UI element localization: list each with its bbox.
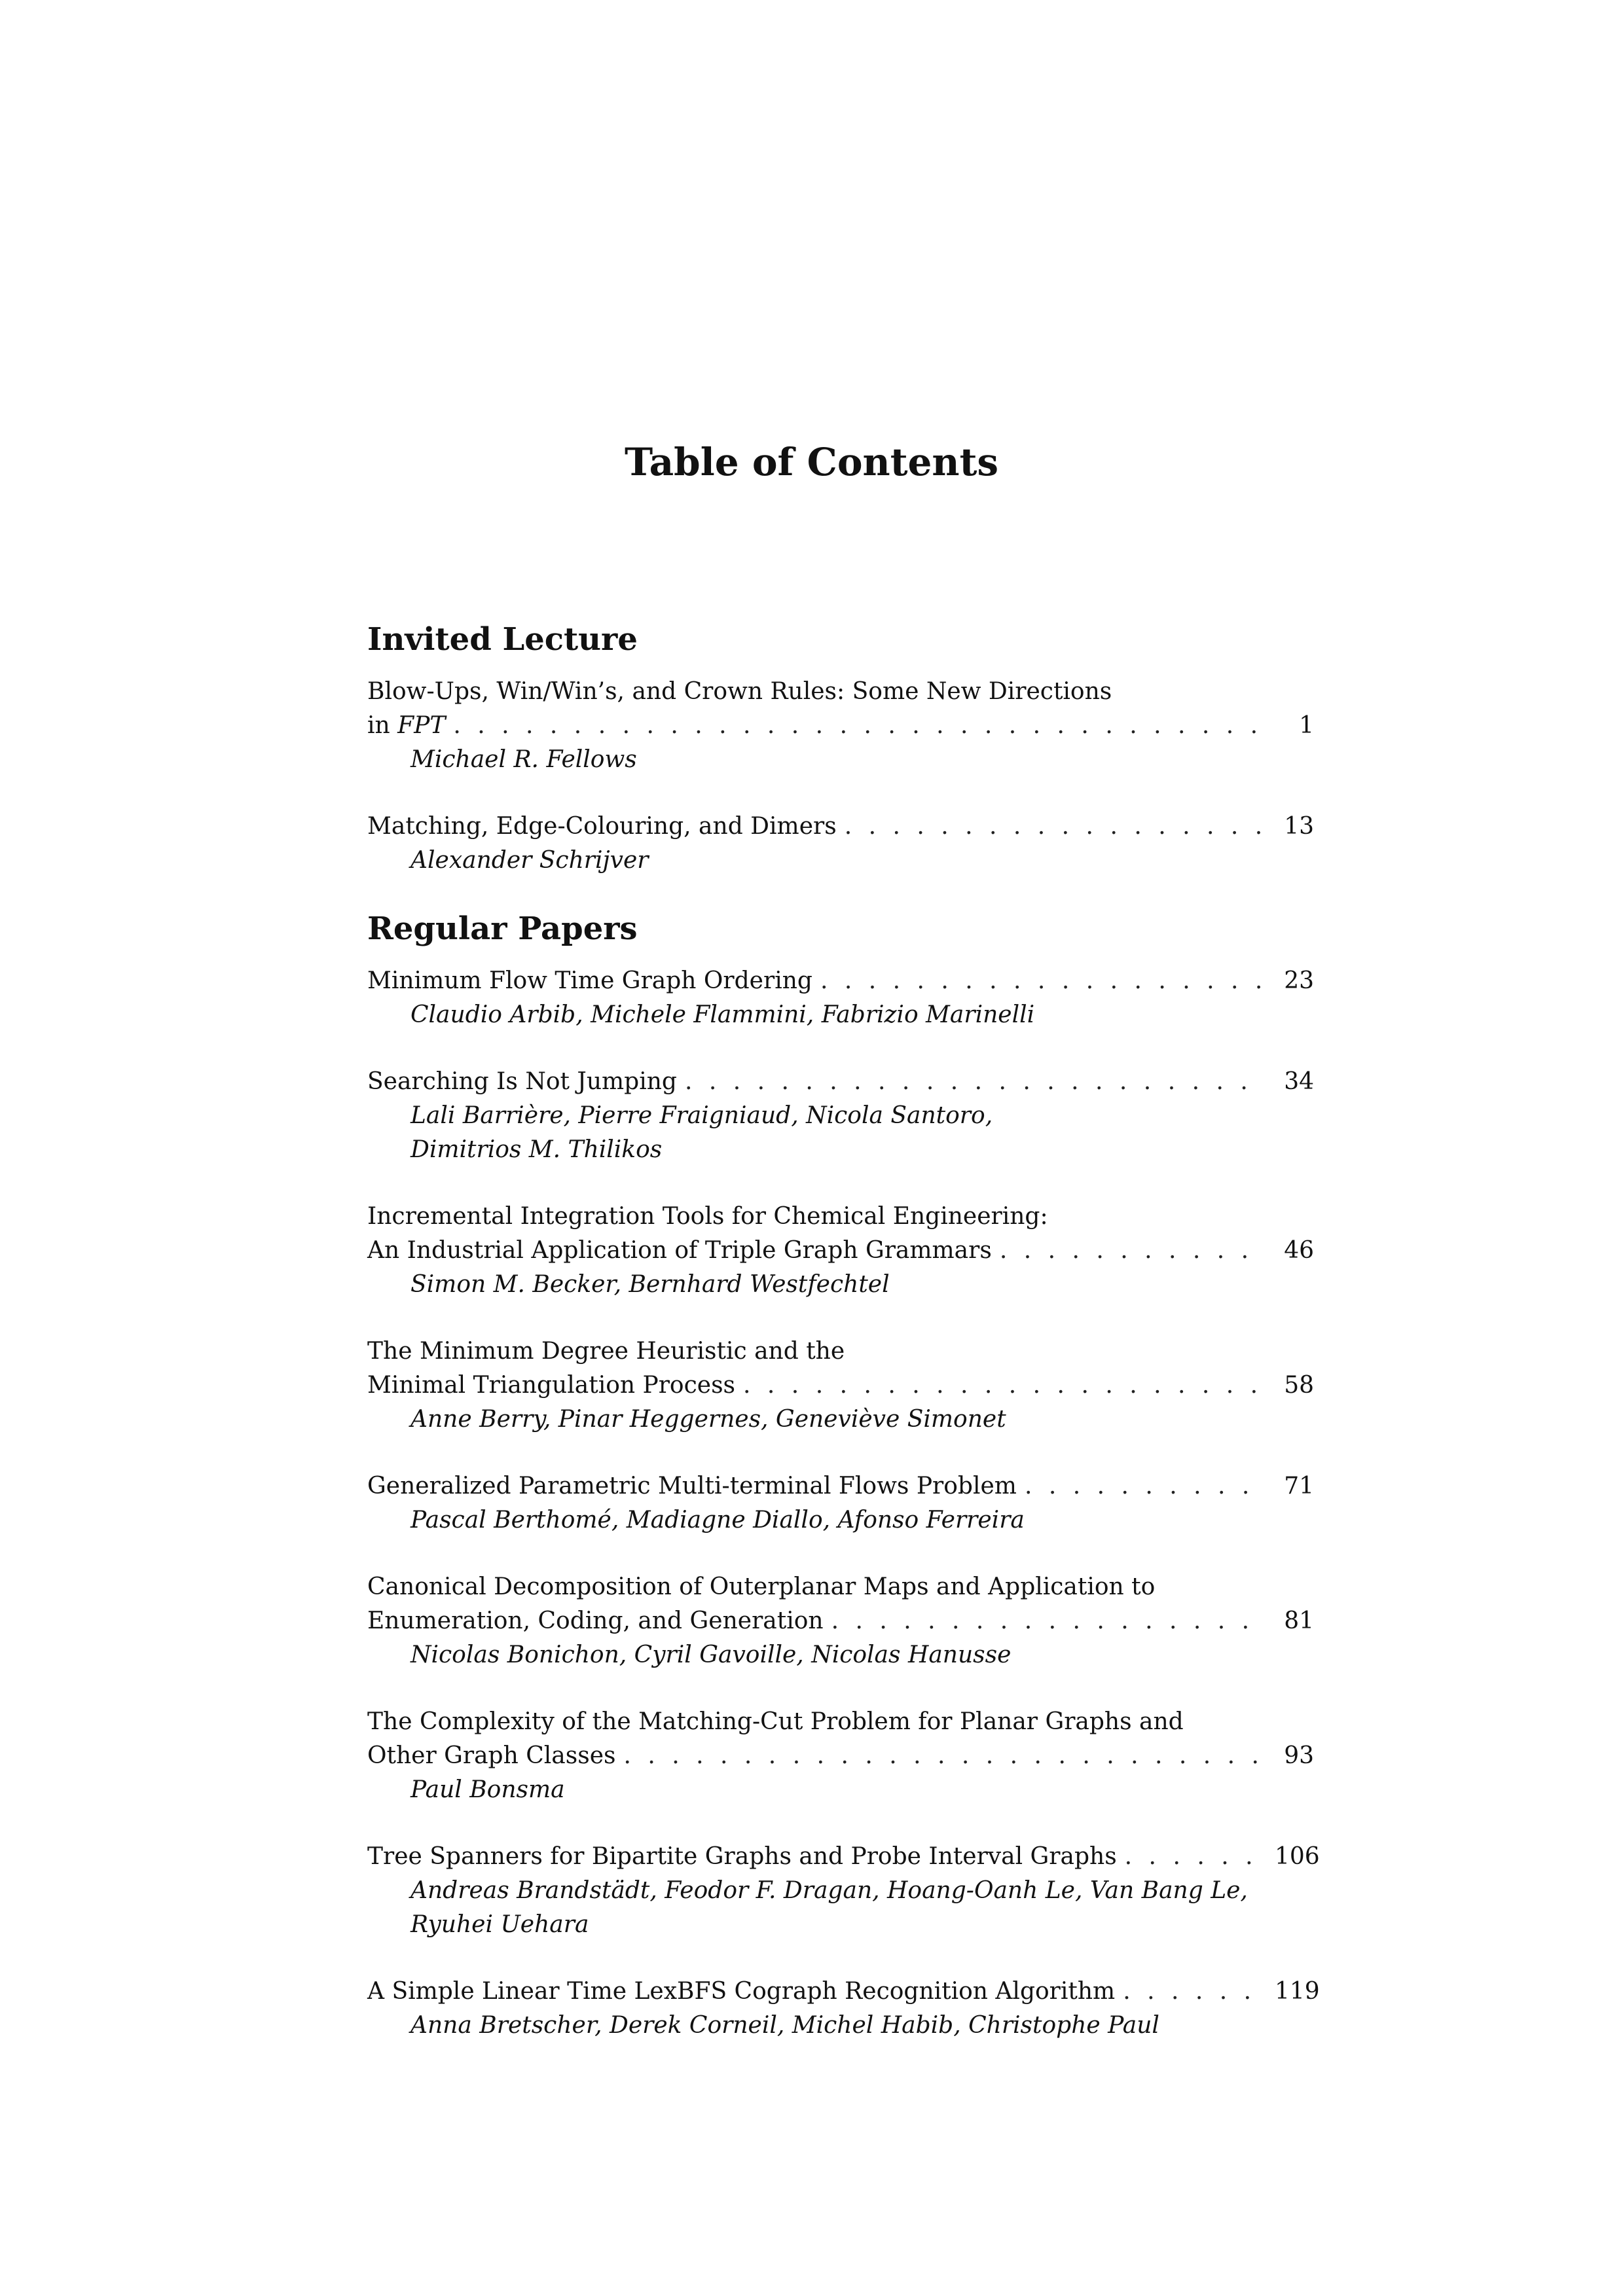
entry-title-last-line — [367, 709, 1314, 743]
entry-title-text: in FPT — [367, 712, 446, 739]
dot-leader — [1123, 1975, 1263, 2009]
dot-leader — [685, 1065, 1263, 1099]
author-line: Ryuhei Uehara — [410, 1911, 589, 1938]
author-line: Anne Berry, Pinar Heggernes, Geneviève Simonet — [410, 1406, 1006, 1433]
author-line: Claudio Arbib, Michele Flammini, Fabrizio Marinelli — [410, 1001, 1035, 1028]
entry-title-text: Other Graph Classes — [367, 1742, 616, 1769]
entry-title-last-line — [367, 1369, 1314, 1403]
entry-title-last-line — [367, 1065, 1314, 1099]
author-line: Michael R. Fellows — [410, 746, 637, 773]
page-number: 106 — [1275, 1843, 1320, 1870]
page-number: 81 — [1284, 1607, 1314, 1634]
author-line: Pascal Berthomé, Madiagne Diallo, Afonso Ferreira — [410, 1507, 1025, 1534]
entry-title-last-line — [367, 810, 1314, 844]
toc-entry[interactable] — [367, 1840, 1320, 1942]
entry-title-text: Tree Spanners for Bipartite Graphs and Probe Interval Graphs — [367, 1843, 1117, 1870]
toc-entry[interactable] — [367, 1335, 1314, 1437]
toc-entry[interactable] — [367, 1705, 1314, 1807]
page-number: 34 — [1284, 1068, 1314, 1095]
dot-leader — [831, 1604, 1263, 1638]
entry-title-line: The Minimum Degree Heuristic and the — [367, 1338, 845, 1365]
fpt-italic: FPT — [397, 712, 446, 739]
dot-leader — [623, 1739, 1263, 1773]
author-line: Anna Bretscher, Derek Corneil, Michel Habib, Christophe Paul — [410, 2012, 1159, 2039]
entry-title-last-line — [367, 1975, 1320, 2009]
entry-title-last-line — [367, 1469, 1314, 1503]
page-number: 1 — [1299, 712, 1314, 739]
page-number: 58 — [1284, 1372, 1314, 1399]
entry-title-text: A Simple Linear Time LexBFS Cograph Recognition Algorithm — [367, 1978, 1116, 2005]
entry-title-text: Searching Is Not Jumping — [367, 1068, 677, 1095]
page-number: 23 — [1284, 967, 1314, 994]
entry-title-last-line — [367, 1234, 1314, 1268]
entry-title-last-line — [367, 1840, 1320, 1874]
entry-authors — [367, 1773, 1314, 1807]
toc-entry[interactable] — [367, 1469, 1314, 1537]
dot-leader — [820, 964, 1263, 998]
entry-authors — [367, 1268, 1314, 1302]
page-number: 13 — [1284, 813, 1314, 840]
entry-authors — [367, 1403, 1314, 1437]
toc-entry[interactable] — [367, 810, 1314, 878]
toc-entry[interactable] — [367, 964, 1314, 1032]
author-line: Simon M. Becker, Bernhard Westfechtel — [410, 1271, 890, 1298]
entry-title-text: Minimal Triangulation Process — [367, 1372, 736, 1399]
entry-title-last-line — [367, 1604, 1314, 1638]
entry-title-text: Enumeration, Coding, and Generation — [367, 1607, 824, 1634]
table-of-contents — [367, 619, 1320, 2075]
entry-title-last-line — [367, 1739, 1314, 1773]
section-heading: Regular Papers — [367, 910, 638, 947]
entry-authors — [367, 1099, 1314, 1167]
dot-leader — [453, 709, 1263, 743]
section-heading: Invited Lecture — [367, 621, 638, 658]
entry-title-last-line — [367, 964, 1314, 998]
entry-authors — [367, 1874, 1314, 1942]
entry-title-text: Matching, Edge-Colouring, and Dimers — [367, 813, 837, 840]
entry-authors — [367, 743, 1314, 777]
author-line: Lali Barrière, Pierre Fraigniaud, Nicola Santoro, — [410, 1102, 993, 1129]
dot-leader — [845, 810, 1263, 844]
entry-title-line: Canonical Decomposition of Outerplanar Maps and Application to — [367, 1573, 1156, 1600]
dot-leader — [743, 1369, 1263, 1403]
page-title: Table of Contents — [624, 440, 999, 484]
dot-leader — [1125, 1840, 1263, 1874]
page-number: 46 — [1284, 1237, 1314, 1264]
toc-section — [367, 619, 1314, 878]
author-line: Dimitrios M. Thilikos — [410, 1136, 663, 1163]
entry-title-line: Incremental Integration Tools for Chemical Engineering: — [367, 1203, 1048, 1230]
entry-title-line: Blow-Ups, Win/Win’s, and Crown Rules: Some New Directions — [367, 678, 1112, 705]
author-line: Andreas Brandstädt, Feodor F. Dragan, Hoang-Oanh Le, Van Bang Le, — [410, 1877, 1248, 1904]
entry-authors — [367, 1503, 1314, 1537]
toc-section — [367, 908, 1320, 2043]
toc-entry[interactable] — [367, 1975, 1320, 2043]
entry-title-text: Minimum Flow Time Graph Ordering — [367, 967, 812, 994]
author-line: Nicolas Bonichon, Cyril Gavoille, Nicolas Hanusse — [410, 1641, 1012, 1668]
entry-title-line: The Complexity of the Matching-Cut Problem for Planar Graphs and — [367, 1708, 1184, 1735]
dot-leader — [1000, 1234, 1263, 1268]
author-line: Alexander Schrijver — [410, 847, 649, 874]
toc-entry[interactable] — [367, 1065, 1314, 1167]
entry-authors — [367, 844, 1314, 878]
author-line: Paul Bonsma — [410, 1776, 565, 1803]
entry-authors — [367, 1638, 1314, 1672]
toc-entry[interactable] — [367, 1200, 1314, 1302]
toc-entry[interactable] — [367, 675, 1314, 777]
entry-authors — [367, 2009, 1314, 2043]
dot-leader — [1025, 1469, 1263, 1503]
entry-title-text: An Industrial Application of Triple Graph Grammars — [367, 1237, 992, 1264]
page-number: 71 — [1284, 1473, 1314, 1499]
page-number: 119 — [1275, 1978, 1320, 2005]
toc-entry[interactable] — [367, 1570, 1314, 1672]
entry-authors — [367, 998, 1314, 1032]
entry-title-text: Generalized Parametric Multi-terminal Flows Problem — [367, 1473, 1017, 1499]
page-number: 93 — [1284, 1742, 1314, 1769]
